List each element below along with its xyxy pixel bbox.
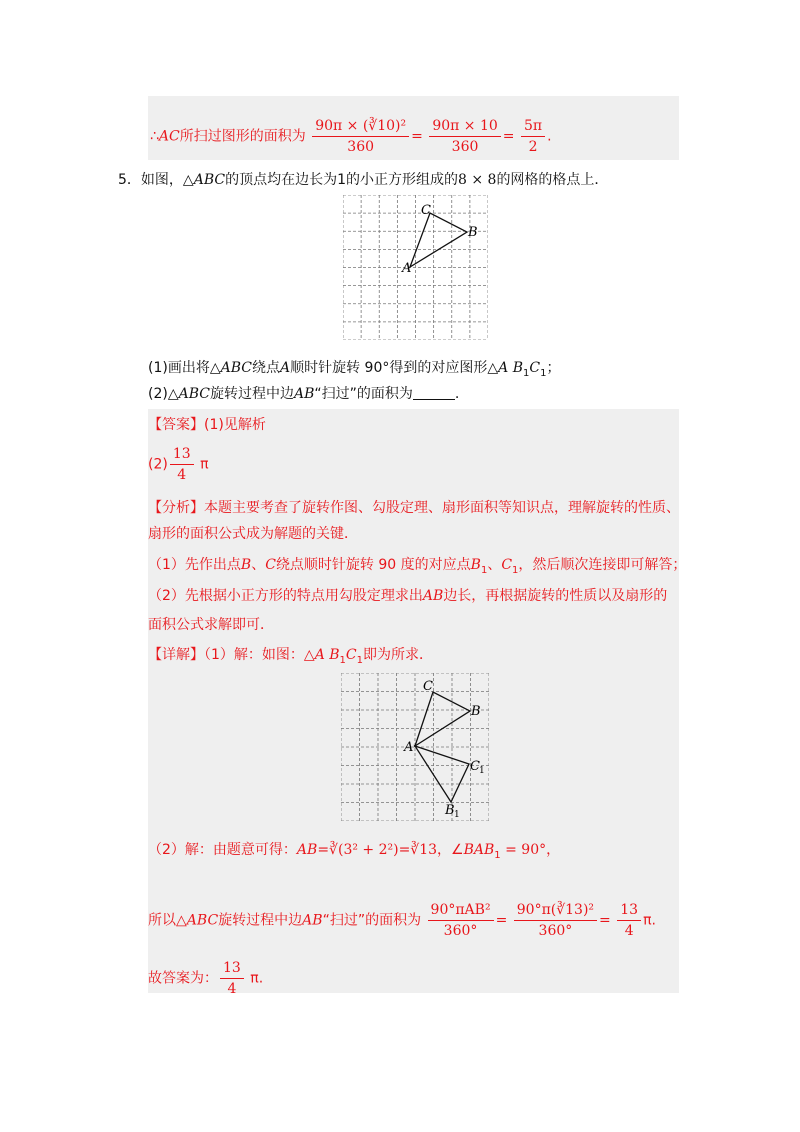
final-fraction: $\frac{13}{4}$ [220,958,244,999]
part-2-line: (2)△ABC旋转过程中边AB“扫过”的面积为 . [148,386,460,402]
analysis-line-1: 【分析】本题主要考查了旋转作图、勾股定理、扇形面积等知识点，理解旋转的性质、 [148,500,680,516]
analysis-line-4: （2）先根据小正方形的特点用勾股定理求出AB边长，再根据旋转的性质以及扇形的 [148,588,668,604]
label-b: B [471,704,481,719]
detail-line-1: 【详解】（1）解：如图：△A $B_1C_1$即为所求． [148,647,434,666]
analysis-line-5: 面积公式求解即可． [148,617,274,633]
label-c1-sub: 1 [479,766,485,776]
figure-2-grid [341,673,489,821]
fraction-3: $\frac{5\pi}{2}$ [521,116,545,157]
step-2-line: （2）解：由题意可得：AB=∛(3² + 2²)=∛13，$\angle BAB_1 = 90^\circ$， [148,842,561,861]
label-b1: B [445,803,455,818]
question-line: 5．如图，△ABC的顶点均在边长为1的小正方形组成的8 × 8的网格的格点上． [118,172,609,188]
triangle-ab1c1 [415,746,469,802]
analysis-line-2: 扇形的面积公式成为解题的关键． [148,526,358,542]
label-a: A [404,740,414,755]
figure-1-grid [343,195,488,340]
triangle-abc [415,692,470,746]
step-3-line: 所以△ABC旋转过程中边AB“扫过”的面积为 $\frac{\text{90°πAB²}}{360^\circ}$ = $\frac{\text{90°π(∛13)²}}{360^\circ}$ = $\frac{13}{4}$ π. [148,902,656,939]
label-b: B [468,225,478,240]
label-c: C [423,679,433,694]
triangle-abc [410,213,467,267]
label-c: C [421,203,431,218]
fraction-1: $\frac{\text{90π × (∛10)²}}{360}$ [312,116,409,157]
label-c1: C [470,759,480,774]
label-a: A [402,261,412,276]
area-fraction-2: $\frac{\text{90°π(∛13)²}}{360^\circ}$ [514,900,597,941]
final-answer-line: 故答案为： $\frac{13}{4}$ π. [148,960,264,997]
answer-line-1: 【答案】(1)见解析 [148,417,266,433]
part-1-line: (1)画出将△ABC绕点A顺时针旋转 90°得到的对应图形△A $B_1C_1$； [148,360,561,379]
top-area-line: ∴AC所扫过图形的面积为 $\frac{\text{90π × (∛10)²}}{360}$ = $\frac{90\pi \times 10}{360}$ = $\frac{5\pi}{2}$ . [150,118,552,155]
label-b1-sub: 1 [454,810,460,820]
area-fraction-1: $\frac{\text{90°πAB²}}{360^\circ}$ [428,900,494,941]
answer-blank [413,385,455,400]
answer-fraction: $\frac{13}{4}$ [170,444,194,485]
answer-line-2: (2) $\frac{13}{4}$ π [148,446,209,483]
analysis-line-3: （1）先作出点B、C绕点顺时针旋转 90 度的对应点$B_1$、$C_1$，然后顺次连接即可解答； [148,557,687,576]
area-fraction-3: $\frac{13}{4}$ [617,900,641,941]
fraction-2: $\frac{90\pi \times 10}{360}$ [429,116,500,157]
